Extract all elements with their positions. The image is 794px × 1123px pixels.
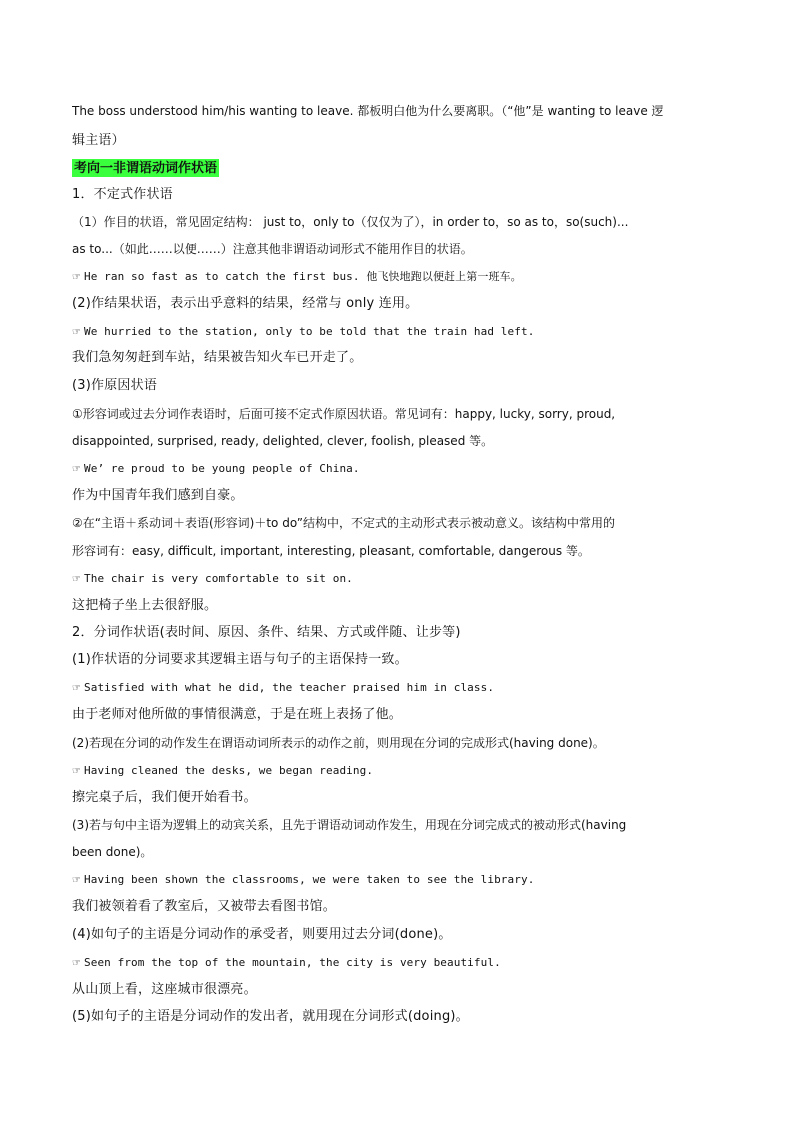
- text-span: (2)若现在分词的动作发生在谓语动词所表示的动作之前，则用现在分词的完成形式(having done)。: [72, 736, 605, 750]
- text-span: disappointed, surprised, ready, delighted, clever, foolish, pleased 等。: [72, 434, 494, 448]
- text-span: Having cleaned the desks, we began reading.: [84, 764, 374, 777]
- text-span: We’ re proud to be young people of China.: [84, 462, 360, 475]
- text-span: 从山顶上看，这座城市很漂亮。: [72, 982, 257, 997]
- pointing-hand-icon: ☞: [72, 272, 82, 283]
- rule-structure-line-2: [72, 541, 732, 561]
- subheading-participle: [72, 623, 732, 643]
- translation-line: [72, 980, 732, 1000]
- rule-participle-2: [72, 733, 732, 753]
- text-span: been done)。: [72, 845, 153, 859]
- text-span: ①形容词或过去分词作表语时，后面可接不定式作原因状语。常见词有：happy, lucky, sorry, proud,: [72, 407, 616, 421]
- text-span: Satisfied with what he did, the teacher praised him in class.: [84, 681, 495, 694]
- example-line: [72, 761, 732, 781]
- pointing-hand-icon: ☞: [72, 875, 82, 886]
- pointing-hand-icon: ☞: [72, 683, 82, 694]
- text-span: 辑主语）: [72, 133, 125, 148]
- text-span: (1)作状语的分词要求其逻辑主语与句子的主语保持一致。: [72, 652, 408, 667]
- text-span: The boss understood him/his wanting to leave. 都板明白他为什么要离职。（“他”是 wanting to leave 逻: [72, 104, 664, 118]
- rule-result-line: [72, 294, 732, 314]
- text-span: We hurried to the station, only to be told that the train had left.: [84, 325, 535, 338]
- text-span: 2．分词作状语(表时间、原因、条件、结果、方式或伴随、让步等): [72, 625, 461, 640]
- text-span: The chair is very comfortable to sit on.: [84, 572, 353, 585]
- text-span: (4)如句子的主语是分词动作的承受者，则要用过去分词(done)。: [72, 927, 452, 942]
- pointing-hand-icon: ☞: [72, 327, 82, 338]
- text-span: Having been shown the classrooms, we were taken to see the library.: [84, 873, 535, 886]
- subheading-infinitive: [72, 185, 732, 205]
- section-heading: [72, 157, 732, 177]
- example-line: [72, 678, 732, 698]
- pointing-hand-icon: ☞: [72, 464, 82, 475]
- pointing-hand-icon: ☞: [72, 766, 82, 777]
- text-span: 由于老师对他所做的事情很满意，于是在班上表扬了他。: [72, 707, 403, 722]
- example-line: [72, 459, 732, 479]
- rule-purpose-line-1: [72, 212, 732, 232]
- text-span: Seen from the top of the mountain, the city is very beautiful.: [84, 956, 501, 969]
- rule-participle-3-line-2: [72, 842, 732, 862]
- text-span: 这把椅子坐上去很舒服。: [72, 598, 218, 613]
- rule-participle-5: [72, 1007, 732, 1027]
- translation-line: [72, 486, 732, 506]
- example-line: [72, 267, 732, 287]
- text-span: as to...（如此……以便……）注意其他非谓语动词形式不能用作目的状语。: [72, 242, 473, 256]
- translation-line: [72, 348, 732, 368]
- rule-reason-line-2: [72, 431, 732, 451]
- intro-note-line: [72, 131, 732, 151]
- text-span: 我们被领着看了教室后，又被带去看图书馆。: [72, 899, 337, 914]
- rule-participle-1: [72, 650, 732, 670]
- pointing-hand-icon: ☞: [72, 574, 82, 585]
- text-span: He ran so fast as to catch the first bus. 他飞快地跑以便赶上第一班车。: [84, 270, 522, 283]
- text-span: ②在“主语＋系动词＋表语(形容词)＋to do”结构中，不定式的主动形式表示被动意义。该结构中常用的: [72, 516, 615, 530]
- text-span: 作为中国青年我们感到自豪。: [72, 488, 244, 503]
- translation-line: [72, 705, 732, 725]
- text-span: 擦完桌子后，我们便开始看书。: [72, 790, 257, 805]
- translation-line: [72, 897, 732, 917]
- rule-participle-4: [72, 925, 732, 945]
- rule-structure-line-1: [72, 513, 732, 533]
- rule-participle-3-line-1: [72, 815, 732, 835]
- section-heading-text: 考向一非谓语动词作状语: [72, 159, 219, 177]
- rule-reason-line-1: [72, 404, 732, 424]
- text-span: (3)若与句中主语为逻辑上的动宾关系，且先于谓语动词动作发生，用现在分词完成式的被动形式(having: [72, 818, 627, 832]
- text-span: (5)如句子的主语是分词动作的发出者，就用现在分词形式(doing)。: [72, 1009, 469, 1024]
- translation-line: [72, 788, 732, 808]
- intro-example-line: [72, 101, 732, 121]
- translation-line: [72, 596, 732, 616]
- example-line: [72, 569, 732, 589]
- text-span: （1）作目的状语，常见固定结构： just to，only to（仅仅为了），in order to，so as to，so(such)...: [72, 215, 629, 229]
- text-span: 我们急匆匆赶到车站，结果被告知火车已开走了。: [72, 350, 363, 365]
- rule-purpose-line-2: [72, 239, 732, 259]
- example-line: [72, 870, 732, 890]
- text-span: 1．不定式作状语: [72, 187, 173, 202]
- text-span: (2)作结果状语，表示出乎意料的结果，经常与 only 连用。: [72, 296, 419, 311]
- example-line: [72, 322, 732, 342]
- text-span: 形容词有：easy, difficult, important, interesting, pleasant, comfortable, dangerous 等。: [72, 544, 590, 558]
- rule-reason-heading: [72, 376, 732, 396]
- pointing-hand-icon: ☞: [72, 958, 82, 969]
- example-line: [72, 953, 732, 973]
- text-span: (3)作原因状语: [72, 378, 158, 393]
